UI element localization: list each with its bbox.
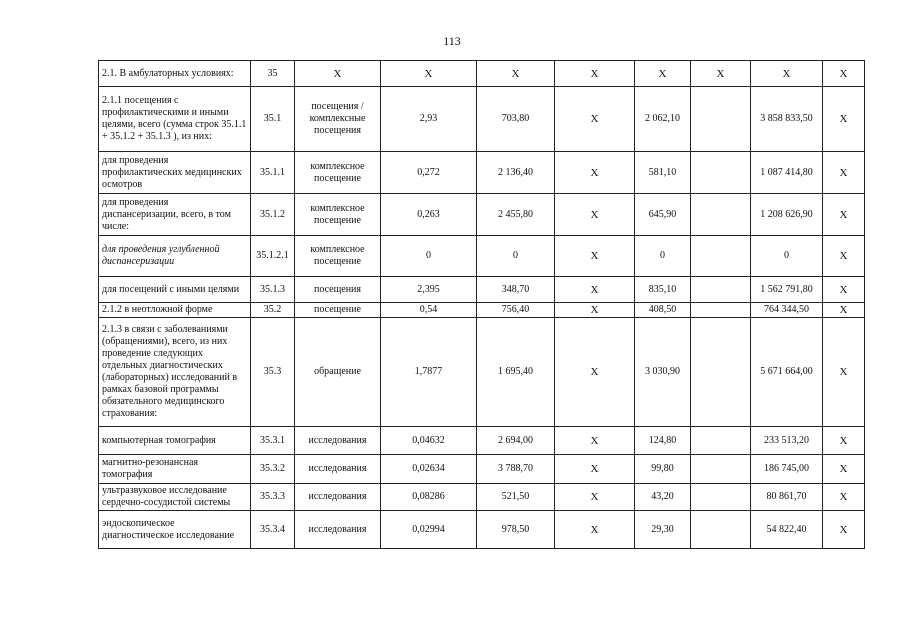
value-cell bbox=[691, 194, 751, 236]
value-cell: 645,90 bbox=[635, 194, 691, 236]
value-cell: X bbox=[555, 87, 635, 152]
value-cell: X bbox=[823, 455, 865, 484]
value-cell: 2 455,80 bbox=[477, 194, 555, 236]
table-row bbox=[99, 277, 865, 303]
unit-cell: исследования bbox=[295, 484, 381, 511]
value-cell: X bbox=[823, 87, 865, 152]
table-row bbox=[99, 484, 865, 511]
value-cell: 756,40 bbox=[477, 303, 555, 318]
value-cell: 0,04632 bbox=[381, 427, 477, 455]
value-cell: 0 bbox=[751, 236, 823, 277]
value-cell bbox=[691, 303, 751, 318]
value-cell: 2 694,00 bbox=[477, 427, 555, 455]
value-cell: 3 788,70 bbox=[477, 455, 555, 484]
value-cell: X bbox=[823, 318, 865, 427]
value-cell: 0,08286 bbox=[381, 484, 477, 511]
value-cell: 5 671 664,00 bbox=[751, 318, 823, 427]
value-cell: X bbox=[555, 303, 635, 318]
value-cell: 124,80 bbox=[635, 427, 691, 455]
value-cell: X bbox=[691, 61, 751, 87]
unit-cell: исследования bbox=[295, 455, 381, 484]
table-row bbox=[99, 455, 865, 484]
value-cell: 233 513,20 bbox=[751, 427, 823, 455]
value-cell: 1 695,40 bbox=[477, 318, 555, 427]
unit-cell: исследования bbox=[295, 511, 381, 549]
value-cell: 3 858 833,50 bbox=[751, 87, 823, 152]
row-number: 35.3.2 bbox=[251, 455, 295, 484]
value-cell bbox=[691, 427, 751, 455]
value-cell: 54 822,40 bbox=[751, 511, 823, 549]
value-cell: X bbox=[555, 277, 635, 303]
unit-cell: исследования bbox=[295, 427, 381, 455]
value-cell: 0,54 bbox=[381, 303, 477, 318]
value-cell: 521,50 bbox=[477, 484, 555, 511]
value-cell: 703,80 bbox=[477, 87, 555, 152]
row-description: ультразвуковое исследование сердечно-сосудистой системы bbox=[99, 484, 251, 511]
table-row bbox=[99, 152, 865, 194]
value-cell: 2 062,10 bbox=[635, 87, 691, 152]
unit-cell: X bbox=[295, 61, 381, 87]
value-cell: 29,30 bbox=[635, 511, 691, 549]
value-cell: X bbox=[555, 511, 635, 549]
row-number: 35.1.2.1 bbox=[251, 236, 295, 277]
value-cell bbox=[691, 318, 751, 427]
row-number: 35.1 bbox=[251, 87, 295, 152]
value-cell: X bbox=[751, 61, 823, 87]
row-description: 2.1. В амбулаторных условиях: bbox=[99, 61, 251, 87]
value-cell: 0 bbox=[635, 236, 691, 277]
value-cell: X bbox=[477, 61, 555, 87]
value-cell: X bbox=[555, 484, 635, 511]
value-cell: 0 bbox=[381, 236, 477, 277]
row-description: для проведения профилактических медицинских осмотров bbox=[99, 152, 251, 194]
unit-cell: обращение bbox=[295, 318, 381, 427]
page-number: 113 bbox=[443, 34, 461, 48]
unit-cell: посещения bbox=[295, 277, 381, 303]
row-number: 35.2 bbox=[251, 303, 295, 318]
value-cell: 1 087 414,80 bbox=[751, 152, 823, 194]
value-cell: 186 745,00 bbox=[751, 455, 823, 484]
value-cell: X bbox=[823, 152, 865, 194]
value-cell: 2 136,40 bbox=[477, 152, 555, 194]
value-cell bbox=[691, 511, 751, 549]
value-cell bbox=[691, 277, 751, 303]
value-cell: X bbox=[555, 455, 635, 484]
row-description: магнитно-резонансная томография bbox=[99, 455, 251, 484]
row-number: 35.1.1 bbox=[251, 152, 295, 194]
value-cell: 408,50 bbox=[635, 303, 691, 318]
value-cell: X bbox=[823, 194, 865, 236]
table-row bbox=[99, 427, 865, 455]
value-cell: X bbox=[823, 427, 865, 455]
value-cell: X bbox=[823, 303, 865, 318]
value-cell: 764 344,50 bbox=[751, 303, 823, 318]
row-number: 35.3.3 bbox=[251, 484, 295, 511]
row-description: компьютерная томография bbox=[99, 427, 251, 455]
table-row bbox=[99, 194, 865, 236]
value-cell: 80 861,70 bbox=[751, 484, 823, 511]
value-cell: X bbox=[823, 277, 865, 303]
value-cell: X bbox=[823, 236, 865, 277]
value-cell: X bbox=[555, 194, 635, 236]
value-cell: X bbox=[555, 236, 635, 277]
value-cell: X bbox=[555, 152, 635, 194]
row-number: 35.3.4 bbox=[251, 511, 295, 549]
value-cell bbox=[691, 455, 751, 484]
value-cell: 3 030,90 bbox=[635, 318, 691, 427]
table-row bbox=[99, 236, 865, 277]
value-cell: X bbox=[823, 61, 865, 87]
row-number: 35.3 bbox=[251, 318, 295, 427]
table-row bbox=[99, 511, 865, 549]
table-row bbox=[99, 303, 865, 318]
value-cell: 2,93 bbox=[381, 87, 477, 152]
value-cell bbox=[691, 152, 751, 194]
value-cell: 978,50 bbox=[477, 511, 555, 549]
row-description: для проведения углубленной диспансеризации bbox=[99, 236, 251, 277]
value-cell: 2,395 bbox=[381, 277, 477, 303]
value-cell: 581,10 bbox=[635, 152, 691, 194]
row-description: для посещений с иными целями bbox=[99, 277, 251, 303]
row-number: 35.1.3 bbox=[251, 277, 295, 303]
value-cell: 43,20 bbox=[635, 484, 691, 511]
value-cell: X bbox=[555, 318, 635, 427]
value-cell bbox=[691, 236, 751, 277]
table-row bbox=[99, 318, 865, 427]
value-cell: X bbox=[823, 511, 865, 549]
value-cell: X bbox=[635, 61, 691, 87]
value-cell bbox=[691, 87, 751, 152]
row-number: 35 bbox=[251, 61, 295, 87]
value-cell: X bbox=[555, 427, 635, 455]
value-cell: 1 562 791,80 bbox=[751, 277, 823, 303]
row-number: 35.1.2 bbox=[251, 194, 295, 236]
value-cell: X bbox=[823, 484, 865, 511]
table-row bbox=[99, 61, 865, 87]
unit-cell: комплексное посещение bbox=[295, 236, 381, 277]
table-row bbox=[99, 87, 865, 152]
medical-care-table bbox=[98, 60, 865, 549]
value-cell: 1,7877 bbox=[381, 318, 477, 427]
row-number: 35.3.1 bbox=[251, 427, 295, 455]
value-cell: 0,02994 bbox=[381, 511, 477, 549]
value-cell: 835,10 bbox=[635, 277, 691, 303]
row-description: для проведения диспансеризации, всего, в том числе: bbox=[99, 194, 251, 236]
value-cell: 0 bbox=[477, 236, 555, 277]
row-description: 2.1.3 в связи с заболеваниями (обращениями), всего, из них проведение следующих отдельных диагностических (лабораторных) исследований в рамках базовой программы обязательного медицинского страхования: bbox=[99, 318, 251, 427]
value-cell: 0,263 bbox=[381, 194, 477, 236]
unit-cell: комплексное посещение bbox=[295, 152, 381, 194]
unit-cell: посещение bbox=[295, 303, 381, 318]
row-description: 2.1.1 посещения с профилактическими и иными целями, всего (сумма строк 35.1.1 + 35.1.2 + 35.1.3 ), из них: bbox=[99, 87, 251, 152]
value-cell: 0,02634 bbox=[381, 455, 477, 484]
value-cell: 348,70 bbox=[477, 277, 555, 303]
value-cell bbox=[691, 484, 751, 511]
unit-cell: посещения / комплексные посещения bbox=[295, 87, 381, 152]
value-cell: 0,272 bbox=[381, 152, 477, 194]
value-cell: X bbox=[555, 61, 635, 87]
value-cell: 1 208 626,90 bbox=[751, 194, 823, 236]
value-cell: X bbox=[381, 61, 477, 87]
value-cell: 99,80 bbox=[635, 455, 691, 484]
row-description: 2.1.2 в неотложной форме bbox=[99, 303, 251, 318]
unit-cell: комплексное посещение bbox=[295, 194, 381, 236]
row-description: эндоскопическое диагностическое исследование bbox=[99, 511, 251, 549]
